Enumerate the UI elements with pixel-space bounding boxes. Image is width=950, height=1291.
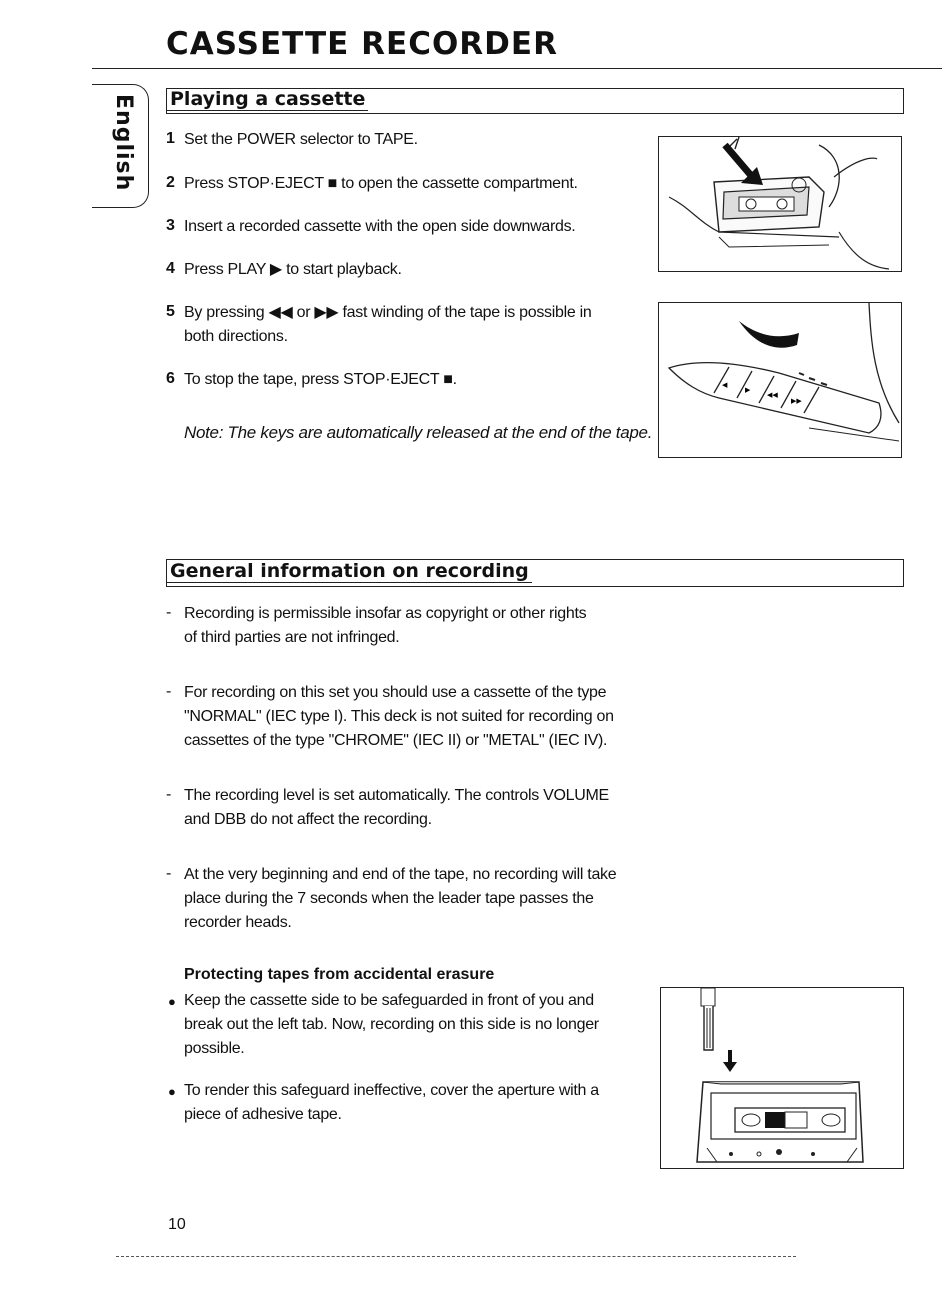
list-item: At the very beginning and end of the tape, no recording will take: [184, 866, 617, 883]
step-text: Set the POWER selector to TAPE.: [184, 131, 418, 148]
step-text: To stop the tape, press STOP·EJECT ■.: [184, 371, 457, 388]
svg-text:▶▶: ▶▶: [791, 397, 802, 405]
list-item: "NORMAL" (IEC type I). This deck is not suited for recording on: [184, 708, 614, 725]
step-text: Insert a recorded cassette with the open side downwards.: [184, 218, 576, 235]
svg-text:◀: ◀: [722, 381, 728, 389]
list-dash: -: [166, 604, 172, 621]
language-tab-label: English: [111, 94, 136, 192]
list-item: For recording on this set you should use a cassette of the type: [184, 684, 607, 701]
list-item: of third parties are not infringed.: [184, 629, 400, 646]
step-text: By pressing ◀◀ or ▶▶ fast winding of the tape is possible in: [184, 304, 592, 321]
step-number: 4: [166, 260, 175, 277]
footer-rule: [116, 1256, 796, 1257]
cassette-compartment-illustration: [658, 136, 902, 272]
step-text: both directions.: [184, 328, 288, 345]
step-number: 6: [166, 370, 175, 387]
step-text: Press STOP·EJECT ■ to open the cassette compartment.: [184, 175, 578, 192]
bullet-text: piece of adhesive tape.: [184, 1106, 342, 1123]
bullet-text: break out the left tab. Now, recording on this side is no longer: [184, 1016, 599, 1033]
list-dash: -: [166, 865, 172, 882]
deck-keys-drawing: [659, 303, 901, 457]
section-playing-heading: Playing a cassette: [167, 88, 368, 111]
page-number: 10: [168, 1216, 186, 1233]
cassette-compartment-drawing: [659, 137, 901, 271]
list-item: place during the 7 seconds when the leader tape passes the: [184, 890, 594, 907]
step-number: 2: [166, 174, 175, 191]
step-text: Press PLAY ▶ to start playback.: [184, 261, 402, 278]
list-dash: -: [166, 786, 172, 803]
bullet-mark: ●: [168, 1084, 176, 1099]
cassette-tab-illustration: [660, 987, 904, 1169]
bullet-mark: ●: [168, 994, 176, 1009]
section-recording-heading: General information on recording: [167, 560, 532, 583]
step-number: 1: [166, 130, 175, 147]
list-item: cassettes of the type "CHROME" (IEC II) or "METAL" (IEC IV).: [184, 732, 608, 749]
bullet-text: Keep the cassette side to be safeguarded in front of you and: [184, 992, 594, 1009]
list-item: The recording level is set automatically. The controls VOLUME: [184, 787, 609, 804]
step-number: 3: [166, 217, 175, 234]
list-dash: -: [166, 683, 172, 700]
bullet-text: To render this safeguard ineffective, cover the aperture with a: [184, 1082, 599, 1099]
list-item: recorder heads.: [184, 914, 292, 931]
list-item: Recording is permissible insofar as copyright or other rights: [184, 605, 587, 622]
svg-text:▶: ▶: [745, 386, 751, 394]
header-rule: [92, 68, 942, 69]
step-number: 5: [166, 303, 175, 320]
protect-heading: Protecting tapes from accidental erasure: [184, 966, 495, 983]
list-item: and DBB do not affect the recording.: [184, 811, 432, 828]
cassette-tab-drawing: [661, 988, 903, 1168]
deck-keys-illustration: [658, 302, 902, 458]
svg-text:◀◀: ◀◀: [767, 391, 778, 399]
bullet-text: possible.: [184, 1040, 245, 1057]
playback-note: Note: The keys are automatically released at the end of the tape.: [184, 423, 653, 442]
page-title: CASSETTE RECORDER: [166, 26, 558, 62]
